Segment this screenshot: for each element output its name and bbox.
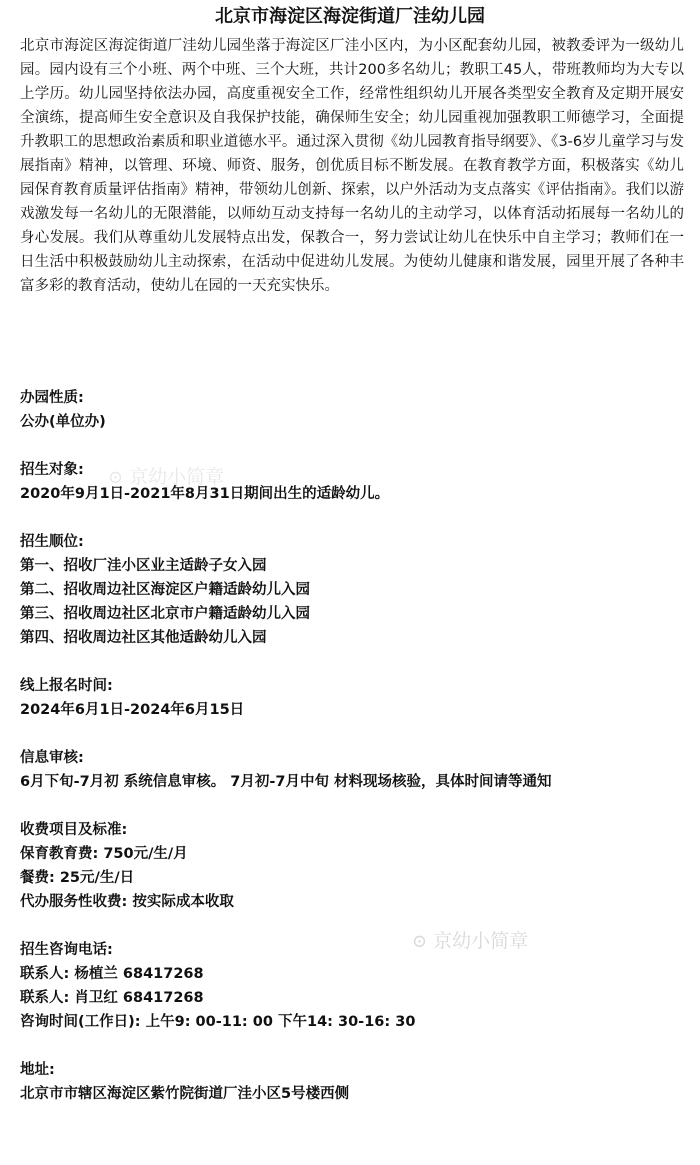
section-line: 北京市市辖区海淀区紫竹院街道厂洼小区5号楼西侧 bbox=[20, 1086, 350, 1102]
section-label: 招生顺位: bbox=[20, 534, 84, 550]
section-line: 联系人: 肖卫红 68417268 bbox=[20, 990, 204, 1006]
intro-paragraph: 北京市海淀区海淀街道厂洼幼儿园坐落于海淀区厂洼小区内，为小区配套幼儿园，被教委评为一级幼儿园。园内设有三个小班、两个中班、三个大班，共计200多名幼儿；教职工45人，带班教师均为大专以上学历。幼儿园坚持依法办园，高度重视安全工作，经常性组织幼儿开展各类型安全教育及定期开展安全演练，提高师生安全意识及自我保护技能，确保师生安全；幼儿园重视加强教职工师德学习，全面提升教职工的思想政治素质和职业道德水平。通过深入贯彻《幼儿园教育指导纲要》、《3-6岁儿童学习与发展指南》精神，以管理、环境、师资、服务，创优质目标不断发展。在教育教学方面，积极落实《幼儿园保育教育质量评估指南》精神，带领幼儿创新、探索，以户外活动为支点落实《评估指南》。我们以游戏激发每一名幼儿的无限潜能，以师幼互动支持每一名幼儿的主动学习，以体育活动拓展每一名幼儿的身心发展。我们从尊重幼儿发展特点出发，保教合一，努力尝试让幼儿在快乐中自主学习；教师们在一日生活中积极鼓励幼儿主动探索，在活动中促进幼儿发展。为使幼儿健康和谐发展，园里开展了各种丰富多彩的教育活动，使幼儿在园的一天充实快乐。 bbox=[20, 38, 684, 294]
section-address bbox=[20, 1058, 684, 1106]
section-fees bbox=[20, 818, 684, 914]
section-contact bbox=[20, 938, 684, 1034]
section-line: 第三、招收周边社区北京市户籍适龄幼儿入园 bbox=[20, 606, 310, 622]
section-line: 2024年6月1日-2024年6月15日 bbox=[20, 702, 245, 718]
watermark-text: 京幼小简章 bbox=[433, 930, 529, 952]
section-label: 招生咨询电话: bbox=[20, 942, 113, 958]
section-line: 保育教育费: 750元/生/月 bbox=[20, 846, 188, 862]
section-line: 代办服务性收费: 按实际成本收取 bbox=[20, 894, 234, 910]
section-label: 招生对象: bbox=[20, 462, 84, 478]
wechat-icon: ⊙ bbox=[108, 467, 124, 488]
section-label: 地址: bbox=[20, 1062, 55, 1078]
section-line: 第四、招收周边社区其他适龄幼儿入园 bbox=[20, 630, 267, 646]
info-sections bbox=[20, 386, 684, 1130]
section-line: 餐费: 25元/生/日 bbox=[20, 870, 135, 886]
section-line: 第二、招收周边社区海淀区户籍适龄幼儿入园 bbox=[20, 582, 310, 598]
watermark-text: 京幼小简章 bbox=[129, 466, 225, 488]
section-label: 办园性质: bbox=[20, 390, 84, 406]
section-order bbox=[20, 530, 684, 650]
section-label: 收费项目及标准: bbox=[20, 822, 128, 838]
section-review bbox=[20, 746, 684, 794]
section-online bbox=[20, 674, 684, 722]
section-line: 公办(单位办) bbox=[20, 414, 106, 430]
section-line: 2020年9月1日-2021年8月31日期间出生的适龄幼儿。 bbox=[20, 486, 390, 502]
page-title: 北京市海淀区海淀街道厂洼幼儿园 bbox=[215, 6, 485, 27]
section-line: 6月下旬-7月初 系统信息审核。 7月初-7月中旬 材料现场核验，具体时间请等通知 bbox=[20, 774, 552, 790]
section-label: 线上报名时间: bbox=[20, 678, 113, 694]
wechat-icon: ⊙ bbox=[412, 931, 428, 952]
section-line: 第一、招收厂洼小区业主适龄子女入园 bbox=[20, 558, 267, 574]
section-line: 咨询时间(工作日): 上午9: 00-11: 00 下午14: 30-16: 30 bbox=[20, 1014, 416, 1030]
section-label: 信息审核: bbox=[20, 750, 84, 766]
section-line: 联系人: 杨植兰 68417268 bbox=[20, 966, 204, 982]
section-target bbox=[20, 458, 684, 506]
section-nature bbox=[20, 386, 684, 434]
